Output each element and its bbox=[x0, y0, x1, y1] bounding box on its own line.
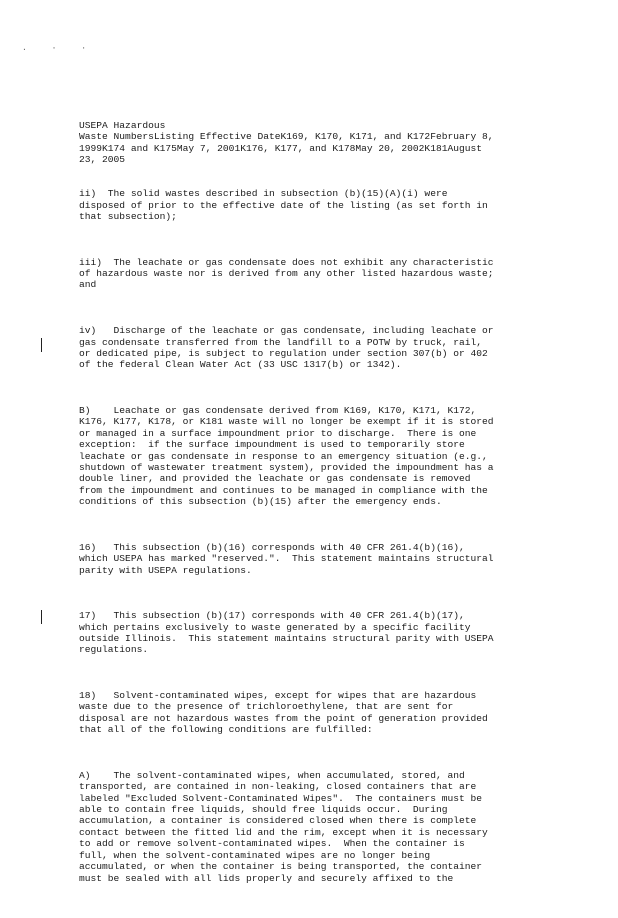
heading-block bbox=[79, 120, 549, 166]
heading-line-2: Waste NumbersListing Effective DateK169, K170, K171, and K172February 8, bbox=[79, 131, 494, 143]
paragraph-iii: iii) The leachate or gas condensate does not exhibit any characteristic of hazardous waste nor is derived from any other listed hazardous waste; and bbox=[79, 256, 494, 291]
heading-line-4: 23, 2005 bbox=[79, 154, 126, 166]
paragraph-16: 16) This subsection (b)(16) corresponds with 40 CFR 261.4(b)(16), which USEPA has marked "reserved.". This statement maintains structural parity with USEPA regulations. bbox=[79, 541, 494, 576]
revision-bar-1 bbox=[41, 338, 42, 352]
paragraph-iv: iv) Discharge of the leachate or gas condensate, including leachate or gas condensate transferred from the landfill to a POTW by truck, rail, or dedicated pipe, is subject to regulation under section 307(b) or 402 of the federal Clean Water Act (33 USC 1317(b) or 1342). bbox=[79, 325, 494, 371]
paragraph-ii: ii) The solid wastes described in subsection (b)(15)(A)(i) were disposed of prior to the effective date of the listing (as set forth in that subsection); bbox=[79, 188, 488, 223]
paragraph-a: A) The solvent-contaminated wipes, when accumulated, stored, and transported, are contained in non-leaking, closed containers that are labeled "Excluded Solvent-Contaminated Wipes". The containers must be able to contain free liquids, should free liquids occur. During accumulation, a container is considered closed when there is complete contact between the fitted lid and the rim, except when it is necessary to add or remove solvent-contaminated wipes. When the container is full, when the solvent-contaminated wipes are no longer being accumulated, or when the container is being transported, the container must be sealed with all lids properly and securely affixed to the bbox=[79, 769, 488, 884]
revision-bar-2 bbox=[41, 610, 42, 624]
paragraph-17: 17) This subsection (b)(17) corresponds with 40 CFR 261.4(b)(17), which pertains exclusively to waste generated by a specific facility outside Illinois. This statement maintains structural parity with USEPA regulations. bbox=[79, 610, 494, 656]
paragraph-b: B) Leachate or gas condensate derived from K169, K170, K171, K172, K176, K177, K178, or K181 waste will no longer be exempt if it is stored or managed in a surface impoundment prior to discharge. There is one exception: if the surface impoundment is used to temporarily store leachate or gas condensate in response to an emergency situation (e.g., shutdown of wastewater treatment system), provided the impoundment has a double liner, and provided the leachate or gas condensate is removed from the impoundment and continues to be managed in compliance with the conditions of this subsection (b)(15) after the emergency ends. bbox=[79, 404, 494, 508]
heading-line-1: USEPA Hazardous bbox=[79, 119, 166, 131]
heading-line-3: 1999K174 and K175May 7, 2001K176, K177, and K178May 20, 2002K181August bbox=[79, 142, 483, 154]
document-body bbox=[79, 97, 549, 918]
scan-marks: . · · bbox=[22, 44, 97, 53]
paragraph-18: 18) Solvent-contaminated wipes, except for wipes that are hazardous waste due to the presence of trichloroethylene, that are sent for disposal are not hazardous wastes from the point of generation provided that all of the following conditions are fulfilled: bbox=[79, 690, 488, 736]
